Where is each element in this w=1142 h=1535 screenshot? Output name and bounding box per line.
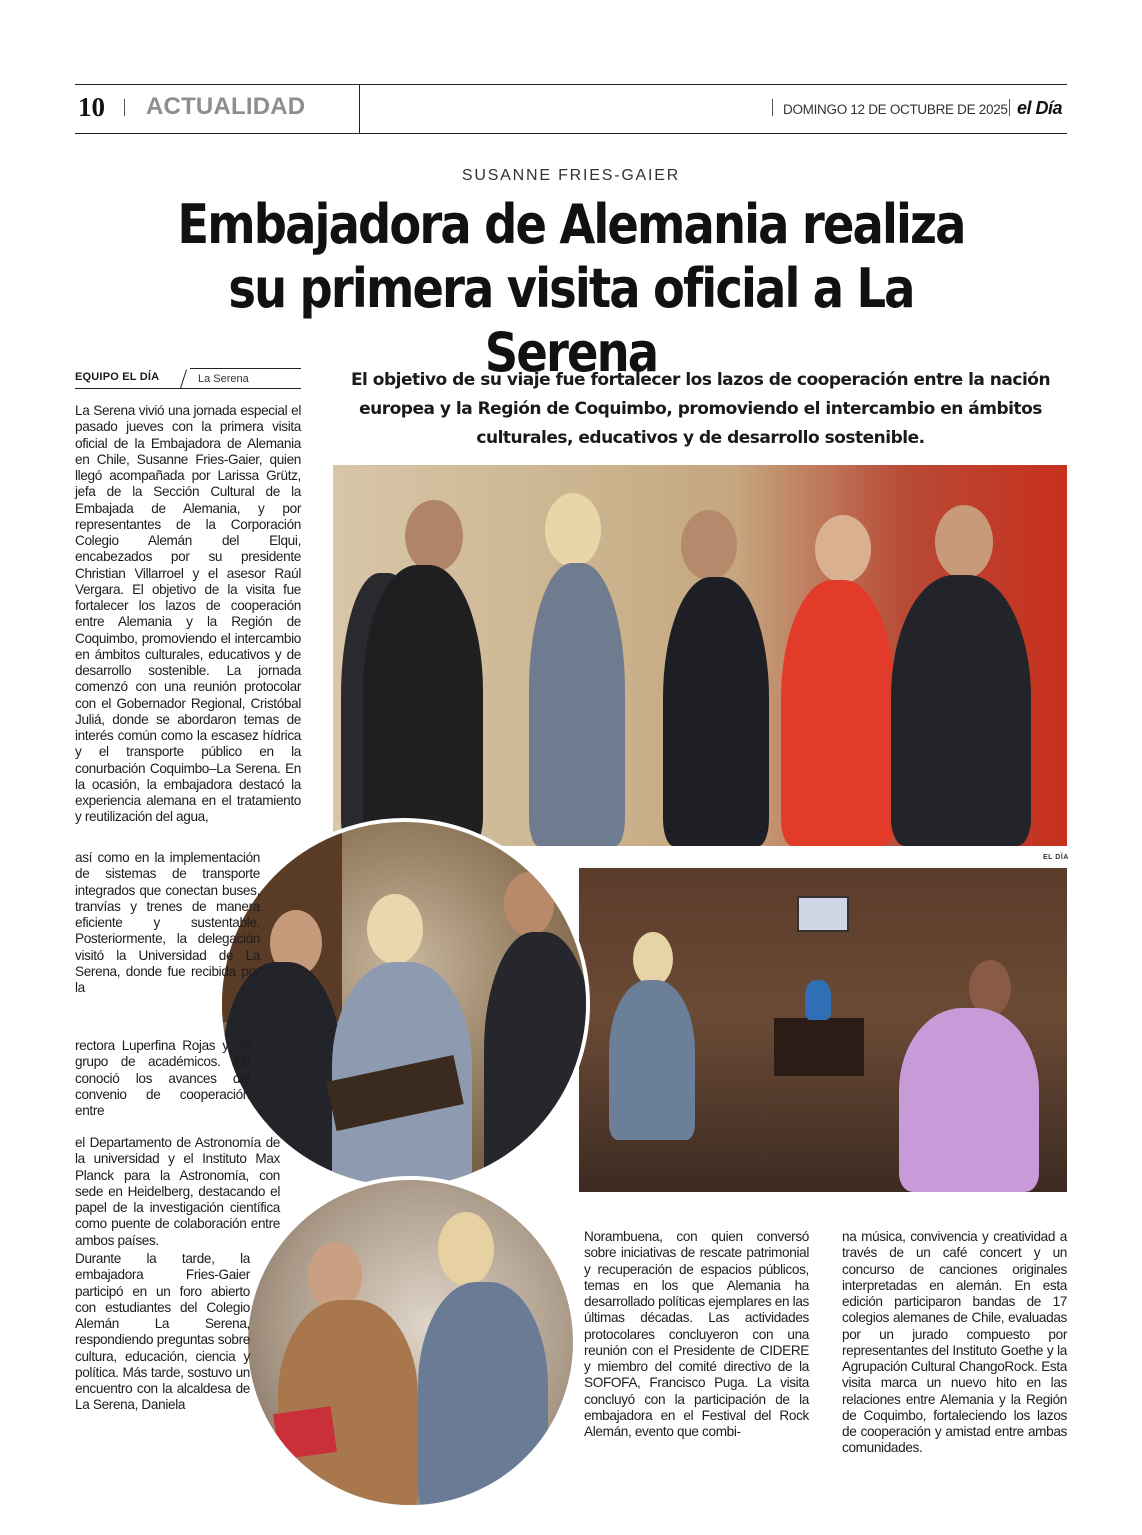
body-column-1-wrap-b: así como en la implementación de sistemas de transporte integrados que conectan buses, tranvías y trenes de manera eficiente y sustentable. Posteriormente, la delegación visitó la Universidad de La Serena, donde fue recibida por la: [75, 850, 260, 995]
gift-box-shape: [273, 1406, 337, 1460]
byline-author: EQUIPO EL DÍA: [75, 371, 160, 383]
monitor-shape: [797, 896, 849, 932]
byline-place: La Serena: [198, 373, 249, 385]
person-figure: [484, 932, 590, 1190]
header-top-rule: [75, 84, 1067, 85]
person-head: [545, 493, 601, 567]
brand-separator: [1009, 99, 1010, 116]
person-head: [935, 505, 993, 579]
article-headline: Embajadora de Alemania realiza su primera visita oficial a La Serena: [177, 193, 965, 384]
person-head: [367, 894, 423, 964]
person-figure: [781, 580, 895, 846]
byline-rule: [75, 388, 301, 389]
article-kicker: SUSANNE FRIES-GAIER: [461, 167, 681, 184]
body-column-2: Norambuena, con quien conversó sobre iniciativas de rescate patrimonial y recuperación de espacios públicos, temas en los que Alemania ha desarrollado políticas ejemplares en las últimas décadas. Las actividades protocolares concluyeron con una reunión con el Presidente de CIDERE y miembro del comité directivo de la SOFOFA, Francisco Puga. La visita concluyó con la participación de la embajadora en el Festival del Rock Alemán, evento que combi-: [584, 1229, 809, 1439]
person-figure: [418, 1282, 548, 1509]
person-head: [405, 500, 463, 572]
body-column-1-wrap-d: el Departamento de Astronomía de la universidad y el Instituto Max Planck para la Astronomía, con sede en Heidelberg, destacando el papel de la investigación científica como puente de colaboración entre ambos países.: [75, 1135, 280, 1248]
byline-top-rule: [190, 368, 301, 369]
person-head: [633, 932, 673, 986]
person-figure: [529, 563, 625, 846]
person-figure: [363, 565, 483, 846]
person-figure: [278, 1300, 418, 1509]
body-column-1-top: La Serena vivió una jornada especial el pasado jueves con la primera visita oficial de la Embajadora de Alemania en Chile, Susanne Fries-Gaier, quien llegó acompañada por Larissa Grütz, jefa de la Sección Cultural de la Embajada de Alemania, y por representantes de la Corporación Colegio Alemán del Elqui, encabezados por su presidente Christian Villarroel y el asesor Raúl Vergara. El objetivo de la visita fue fortalecer los lazos de cooperación entre Alemania y la Región de Coquimbo, promoviendo el intercambio en ámbitos culturales, educativos y de desarrollo sostenible. La jornada comenzó con una reunión protocolar con el Gobernador Regional, Cristóbal Juliá, donde se abordaron temas de interés común como la escasez hídrica y el transporte público en la conurbación Coquimbo–La Serena. En la ocasión, la embajadora destacó la experiencia alemana en el tratamiento y reutilización del agua,: [75, 403, 301, 825]
school-visit-photo: [244, 1176, 577, 1509]
coffee-table: [774, 1018, 864, 1076]
person-head: [815, 515, 871, 583]
vase-shape: [805, 980, 831, 1020]
office-meeting-photo: [579, 868, 1067, 1192]
body-column-1-wrap-c: rectora Luperfina Rojas y un grupo de académicos. Allí conoció los avances del convenio de cooperación entre: [75, 1038, 250, 1118]
main-photo: [333, 465, 1067, 846]
newspaper-brand: el Día: [1017, 98, 1063, 118]
person-figure: [663, 577, 769, 846]
body-column-1-wrap-e: Durante la tarde, la embajadora Fries-Gaier participó en un foro abierto con estudiantes del Colegio Alemán La Serena, respondiendo preguntas sobre cultura, educación, ciencia y política. Más tarde, sostuvo un encuentro con la alcaldesa de La Serena, Daniela: [75, 1251, 250, 1413]
body-column-3: na música, convivencia y creatividad a través de un café concert y un concurso de canciones originales interpretadas en alemán. En esta edición participaron bandas de 17 colegios alemanes de Chile, evaluadas por un jurado compuesto por representantes del Instituto Goethe y la Agrupación Cultural ChangoRock. Esta visita marca un nuevo hito en las relaciones entre Alemania y la Región de Coquimbo, fortaleciendo los lazos de cooperación y amistad entre ambas comunidades.: [842, 1229, 1067, 1456]
photo-credit: EL DÍA: [1043, 854, 1069, 861]
section-divider: [359, 85, 360, 133]
issue-date: DOMINGO 12 DE OCTUBRE DE 2025: [783, 102, 1008, 117]
person-head: [504, 872, 554, 936]
person-figure: [891, 575, 1031, 846]
article-lede: El objetivo de su viaje fue fortalecer los lazos de cooperación entre la nación europea y la Región de Coquimbo, promoviendo el intercambio en ámbitos culturales, educativos y de desarrollo sostenible.: [350, 370, 1051, 448]
person-head: [438, 1212, 494, 1286]
date-separator: [772, 99, 773, 116]
section-label: ACTUALIDAD: [146, 93, 306, 120]
header-separator: [124, 99, 125, 116]
person-figure: [609, 980, 695, 1140]
page-number: 10: [78, 92, 105, 122]
header-bottom-rule: [75, 133, 1067, 134]
person-figure: [899, 1008, 1039, 1192]
person-head: [681, 510, 737, 580]
